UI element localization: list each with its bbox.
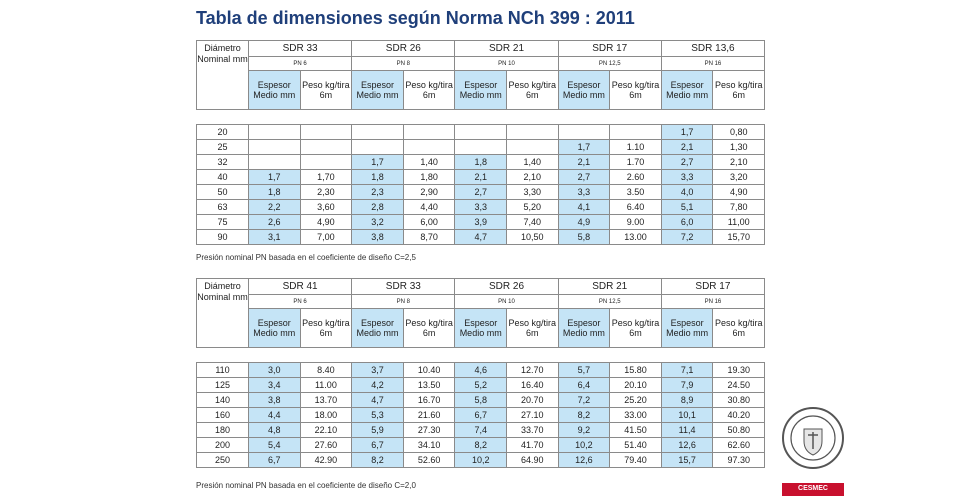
diameter-header: Diámetro Nominal mm — [197, 41, 249, 110]
table-row — [197, 453, 765, 468]
thickness-cell: 3,3 — [558, 185, 610, 200]
thickness-cell: 2,8 — [352, 200, 404, 215]
weight-col-header: Peso kg/tira 6m — [403, 309, 455, 348]
pressure-note-2: Presión nominal PN basada en el coeficiente de diseño C=2,0 — [196, 481, 416, 490]
thickness-cell: 7,2 — [558, 393, 610, 408]
sdr-header: SDR 21 — [558, 279, 661, 295]
weight-cell — [300, 140, 352, 155]
thickness-cell: 11,4 — [661, 423, 713, 438]
thickness-cell: 6,0 — [661, 215, 713, 230]
sdr-header: SDR 17 — [558, 41, 661, 57]
thickness-cell — [352, 125, 404, 140]
weight-cell: 6,00 — [403, 215, 455, 230]
weight-cell — [403, 140, 455, 155]
table-row — [197, 393, 765, 408]
weight-cell: 19.30 — [713, 363, 765, 378]
thickness-cell: 3,4 — [249, 378, 301, 393]
thickness-cell: 15,7 — [661, 453, 713, 468]
thickness-cell — [249, 155, 301, 170]
weight-cell: 50.80 — [713, 423, 765, 438]
thickness-cell — [455, 140, 507, 155]
diameter-cell: 90 — [197, 230, 249, 245]
weight-cell — [507, 125, 559, 140]
weight-cell: 1,30 — [713, 140, 765, 155]
diameter-cell: 63 — [197, 200, 249, 215]
weight-cell: 6.40 — [610, 200, 662, 215]
thickness-cell: 3,7 — [352, 363, 404, 378]
thickness-cell: 5,8 — [558, 230, 610, 245]
weight-cell: 20.10 — [610, 378, 662, 393]
thickness-cell: 2,1 — [455, 170, 507, 185]
weight-col-header: Peso kg/tira 6m — [713, 71, 765, 110]
pn-header: PN 10 — [455, 295, 558, 309]
thickness-cell: 5,1 — [661, 200, 713, 215]
thickness-cell: 3,2 — [352, 215, 404, 230]
thickness-col-header: Espesor Medio mm — [558, 71, 610, 110]
thickness-cell: 1,7 — [352, 155, 404, 170]
weight-cell: 16.70 — [403, 393, 455, 408]
weight-cell: 11,00 — [713, 215, 765, 230]
pressure-note-1: Presión nominal PN basada en el coeficiente de diseño C=2,5 — [196, 253, 416, 262]
weight-cell: 24.50 — [713, 378, 765, 393]
sdr-header: SDR 26 — [455, 279, 558, 295]
diameter-cell: 50 — [197, 185, 249, 200]
weight-cell: 41.50 — [610, 423, 662, 438]
thickness-cell: 4,4 — [249, 408, 301, 423]
weight-col-header: Peso kg/tira 6m — [610, 309, 662, 348]
diameter-cell: 200 — [197, 438, 249, 453]
thickness-cell: 7,1 — [661, 363, 713, 378]
thickness-cell: 1,8 — [352, 170, 404, 185]
diameter-cell: 160 — [197, 408, 249, 423]
diameter-cell: 125 — [197, 378, 249, 393]
thickness-cell: 9,2 — [558, 423, 610, 438]
sdr-header: SDR 17 — [661, 279, 764, 295]
weight-cell: 27.10 — [507, 408, 559, 423]
weight-cell: 42.90 — [300, 453, 352, 468]
pn-header: PN 8 — [352, 295, 455, 309]
weight-cell: 20.70 — [507, 393, 559, 408]
pn-header: PN 12,5 — [558, 57, 661, 71]
weight-cell: 25.20 — [610, 393, 662, 408]
table-row — [197, 170, 765, 185]
sdr-header: SDR 13,6 — [661, 41, 764, 57]
thickness-cell: 3,3 — [455, 200, 507, 215]
bureau-veritas-seal-icon — [778, 405, 848, 497]
weight-cell: 7,40 — [507, 215, 559, 230]
thickness-cell: 10,1 — [661, 408, 713, 423]
weight-cell: 5,20 — [507, 200, 559, 215]
weight-cell: 33.00 — [610, 408, 662, 423]
weight-cell: 3,60 — [300, 200, 352, 215]
weight-cell: 16.40 — [507, 378, 559, 393]
thickness-cell: 3,8 — [352, 230, 404, 245]
thickness-cell: 2,7 — [661, 155, 713, 170]
diameter-header: Diámetro Nominal mm — [197, 279, 249, 348]
weight-cell: 13.00 — [610, 230, 662, 245]
thickness-cell: 4,0 — [661, 185, 713, 200]
weight-cell: 97.30 — [713, 453, 765, 468]
thickness-col-header: Espesor Medio mm — [249, 71, 301, 110]
weight-cell: 27.30 — [403, 423, 455, 438]
thickness-cell: 6,7 — [455, 408, 507, 423]
thickness-cell: 2,1 — [558, 155, 610, 170]
thickness-cell: 4,7 — [352, 393, 404, 408]
weight-cell: 2,10 — [507, 170, 559, 185]
thickness-col-header: Espesor Medio mm — [352, 71, 404, 110]
weight-cell: 41.70 — [507, 438, 559, 453]
thickness-cell: 7,9 — [661, 378, 713, 393]
thickness-cell: 6,4 — [558, 378, 610, 393]
thickness-col-header: Espesor Medio mm — [455, 309, 507, 348]
weight-cell: 1,40 — [507, 155, 559, 170]
thickness-cell: 5,3 — [352, 408, 404, 423]
diameter-cell: 40 — [197, 170, 249, 185]
weight-col-header: Peso kg/tira 6m — [610, 71, 662, 110]
diameter-cell: 110 — [197, 363, 249, 378]
weight-cell: 10.40 — [403, 363, 455, 378]
thickness-cell: 2,6 — [249, 215, 301, 230]
thickness-cell: 10,2 — [558, 438, 610, 453]
thickness-col-header: Espesor Medio mm — [558, 309, 610, 348]
weight-cell: 40.20 — [713, 408, 765, 423]
thickness-col-header: Espesor Medio mm — [352, 309, 404, 348]
diameter-cell: 25 — [197, 140, 249, 155]
weight-cell — [300, 125, 352, 140]
thickness-cell: 5,7 — [558, 363, 610, 378]
weight-cell: 15.80 — [610, 363, 662, 378]
weight-cell: 1,40 — [403, 155, 455, 170]
thickness-cell: 2,7 — [558, 170, 610, 185]
thickness-cell: 1,8 — [249, 185, 301, 200]
diameter-cell: 180 — [197, 423, 249, 438]
weight-cell: 3,30 — [507, 185, 559, 200]
thickness-cell: 2,3 — [352, 185, 404, 200]
weight-cell: 27.60 — [300, 438, 352, 453]
thickness-cell: 6,7 — [352, 438, 404, 453]
thickness-cell: 3,9 — [455, 215, 507, 230]
thickness-cell: 5,2 — [455, 378, 507, 393]
weight-cell: 30.80 — [713, 393, 765, 408]
thickness-cell — [352, 140, 404, 155]
thickness-cell: 7,4 — [455, 423, 507, 438]
weight-cell: 1.70 — [610, 155, 662, 170]
weight-cell: 8,70 — [403, 230, 455, 245]
thickness-cell: 2,1 — [661, 140, 713, 155]
thickness-cell: 3,3 — [661, 170, 713, 185]
thickness-cell: 1,7 — [558, 140, 610, 155]
dimensions-table-1 — [196, 40, 765, 245]
pn-header: PN 8 — [352, 57, 455, 71]
weight-cell: 33.70 — [507, 423, 559, 438]
weight-cell: 2,90 — [403, 185, 455, 200]
thickness-cell: 1,8 — [455, 155, 507, 170]
diameter-cell: 32 — [197, 155, 249, 170]
thickness-col-header: Espesor Medio mm — [661, 309, 713, 348]
thickness-cell: 8,2 — [455, 438, 507, 453]
thickness-cell: 5,9 — [352, 423, 404, 438]
weight-cell: 15,70 — [713, 230, 765, 245]
thickness-cell: 1,7 — [249, 170, 301, 185]
thickness-cell — [558, 125, 610, 140]
pn-header: PN 16 — [661, 295, 764, 309]
dimensions-table-2 — [196, 278, 765, 468]
table-row — [197, 363, 765, 378]
weight-cell — [300, 155, 352, 170]
weight-cell: 0,80 — [713, 125, 765, 140]
weight-cell: 3,20 — [713, 170, 765, 185]
thickness-cell: 12,6 — [558, 453, 610, 468]
weight-cell: 62.60 — [713, 438, 765, 453]
thickness-cell: 4,6 — [455, 363, 507, 378]
diameter-cell: 140 — [197, 393, 249, 408]
table-row — [197, 215, 765, 230]
weight-cell: 51.40 — [610, 438, 662, 453]
weight-cell: 12.70 — [507, 363, 559, 378]
sdr-header: SDR 41 — [249, 279, 352, 295]
weight-cell: 34.10 — [403, 438, 455, 453]
sdr-header: SDR 21 — [455, 41, 558, 57]
pn-header: PN 6 — [249, 295, 352, 309]
table-row — [197, 200, 765, 215]
sdr-header: SDR 26 — [352, 41, 455, 57]
diameter-cell: 75 — [197, 215, 249, 230]
thickness-cell: 8,2 — [558, 408, 610, 423]
table-row — [197, 140, 765, 155]
weight-cell: 2.60 — [610, 170, 662, 185]
diameter-cell: 20 — [197, 125, 249, 140]
sdr-header: SDR 33 — [352, 279, 455, 295]
weight-col-header: Peso kg/tira 6m — [507, 309, 559, 348]
table-row — [197, 185, 765, 200]
weight-col-header: Peso kg/tira 6m — [300, 71, 352, 110]
thickness-cell: 3,8 — [249, 393, 301, 408]
weight-cell: 2,10 — [713, 155, 765, 170]
weight-col-header: Peso kg/tira 6m — [713, 309, 765, 348]
weight-cell: 21.60 — [403, 408, 455, 423]
thickness-cell: 2,7 — [455, 185, 507, 200]
table-row — [197, 423, 765, 438]
thickness-cell: 8,2 — [352, 453, 404, 468]
cesmec-logo-text: CESMEC — [798, 485, 828, 492]
weight-cell: 7,00 — [300, 230, 352, 245]
weight-cell: 18.00 — [300, 408, 352, 423]
thickness-cell: 4,9 — [558, 215, 610, 230]
thickness-cell: 5,4 — [249, 438, 301, 453]
thickness-cell — [455, 125, 507, 140]
weight-cell: 4,90 — [300, 215, 352, 230]
thickness-cell: 1,7 — [661, 125, 713, 140]
weight-cell: 1,70 — [300, 170, 352, 185]
weight-cell: 7,80 — [713, 200, 765, 215]
thickness-cell: 4,7 — [455, 230, 507, 245]
table-row — [197, 438, 765, 453]
weight-cell: 1,80 — [403, 170, 455, 185]
thickness-cell: 2,2 — [249, 200, 301, 215]
thickness-cell: 10,2 — [455, 453, 507, 468]
table-row — [197, 408, 765, 423]
weight-col-header: Peso kg/tira 6m — [507, 71, 559, 110]
table-row — [197, 155, 765, 170]
thickness-cell — [249, 125, 301, 140]
weight-cell — [507, 140, 559, 155]
weight-col-header: Peso kg/tira 6m — [300, 309, 352, 348]
weight-cell: 8.40 — [300, 363, 352, 378]
pn-header: PN 10 — [455, 57, 558, 71]
thickness-cell: 8,9 — [661, 393, 713, 408]
pn-header: PN 16 — [661, 57, 764, 71]
weight-cell: 2,30 — [300, 185, 352, 200]
thickness-cell — [249, 140, 301, 155]
pn-header: PN 6 — [249, 57, 352, 71]
weight-cell: 52.60 — [403, 453, 455, 468]
weight-cell: 22.10 — [300, 423, 352, 438]
thickness-cell: 12,6 — [661, 438, 713, 453]
table-row — [197, 378, 765, 393]
thickness-cell: 6,7 — [249, 453, 301, 468]
weight-cell: 64.90 — [507, 453, 559, 468]
weight-cell: 79.40 — [610, 453, 662, 468]
weight-cell: 1.10 — [610, 140, 662, 155]
thickness-col-header: Espesor Medio mm — [249, 309, 301, 348]
weight-cell: 9.00 — [610, 215, 662, 230]
weight-cell — [403, 125, 455, 140]
thickness-cell: 7,2 — [661, 230, 713, 245]
thickness-cell: 4,1 — [558, 200, 610, 215]
weight-cell: 4,40 — [403, 200, 455, 215]
table-row — [197, 125, 765, 140]
weight-cell — [610, 125, 662, 140]
weight-cell: 3.50 — [610, 185, 662, 200]
weight-cell: 11.00 — [300, 378, 352, 393]
page-title: Tabla de dimensiones según Norma NCh 399 : 2011 — [196, 8, 635, 28]
thickness-cell: 3,0 — [249, 363, 301, 378]
pn-header: PN 12,5 — [558, 295, 661, 309]
table-row — [197, 230, 765, 245]
sdr-header: SDR 33 — [249, 41, 352, 57]
thickness-cell: 4,8 — [249, 423, 301, 438]
diameter-cell: 250 — [197, 453, 249, 468]
weight-cell: 13.70 — [300, 393, 352, 408]
weight-cell: 10,50 — [507, 230, 559, 245]
thickness-cell: 4,2 — [352, 378, 404, 393]
weight-col-header: Peso kg/tira 6m — [403, 71, 455, 110]
thickness-cell: 3,1 — [249, 230, 301, 245]
thickness-col-header: Espesor Medio mm — [661, 71, 713, 110]
thickness-cell: 5,8 — [455, 393, 507, 408]
thickness-col-header: Espesor Medio mm — [455, 71, 507, 110]
weight-cell: 13.50 — [403, 378, 455, 393]
weight-cell: 4,90 — [713, 185, 765, 200]
